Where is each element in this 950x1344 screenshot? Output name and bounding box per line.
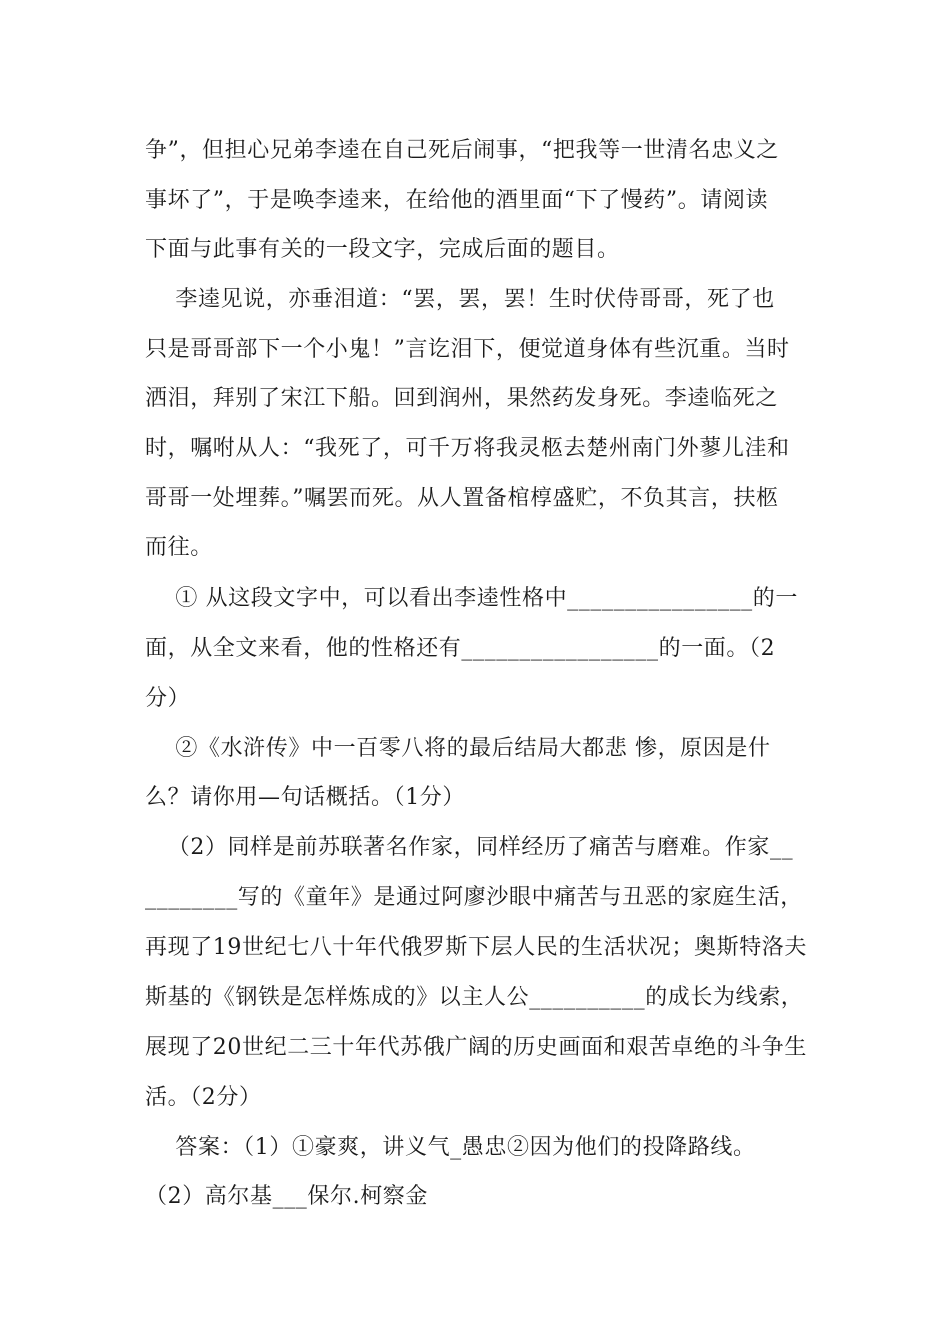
question-part-2-line: 斯基的《钢铁是怎样炼成的》以主人公__________的成长为线索， — [145, 985, 804, 1010]
text-line: 哥哥一处埋葬。”嘱罢而死。从人置备棺椁盛贮，不负其言，扶柩 — [145, 486, 779, 511]
text-line: 事坏了”，于是唤李逵来，在给他的酒里面“下了慢药”。请阅读 — [145, 188, 769, 213]
text-line: 时，嘱咐从人：“我死了，可千万将我灵柩去楚州南门外蓼儿洼和 — [145, 436, 790, 461]
question-2-line: 么？请你用—句话概括。（1分） — [145, 785, 465, 810]
answer-line: 答案：（1）①豪爽，讲义气_愚忠②因为他们的投降路线。 — [145, 1135, 756, 1160]
text-line: 而往。 — [145, 535, 213, 560]
question-part-2-line: 活。（2分） — [145, 1085, 262, 1110]
text-line: 下面与此事有关的一段文字，完成后面的题目。 — [145, 237, 620, 262]
text-line: 争”，但担心兄弟李逵在自己死后闹事，“把我等一世清名忠义之 — [145, 138, 779, 163]
question-part-2-line: ________写的《童年》是通过阿廖沙眼中痛苦与丑恶的家庭生活， — [145, 885, 803, 910]
question-1-line: 分） — [145, 686, 191, 711]
question-part-2-line: （2）同样是前苏联著名作家，同样经历了痛苦与磨难。作家__ — [145, 835, 794, 860]
question-part-2-line: 展现了20世纪二三十年代苏俄广阔的历史画面和艰苦卓绝的斗争生 — [145, 1035, 807, 1060]
text-line: 洒泪，拜别了宋江下船。回到润州，果然药发身死。李逵临死之 — [145, 386, 778, 411]
answer-line: （2）高尔基___保尔.柯察金 — [145, 1184, 428, 1209]
text-line: 李逵见说，亦垂泪道：“罢，罢，罢！生时伏侍哥哥，死了也 — [145, 287, 775, 312]
question-part-2-line: 再现了19世纪七八十年代俄罗斯下层人民的生活状况；奥斯特洛夫 — [145, 935, 807, 960]
question-1-line: 面，从全文来看，他的性格还有_________________的一面。（2 — [145, 636, 776, 661]
text-line: 只是哥哥部下一个小鬼！”言讫泪下，便觉道身体有些沉重。当时 — [145, 337, 790, 362]
question-1-line: ① 从这段文字中，可以看出李逵性格中________________的一 — [145, 586, 798, 611]
question-2-line: ②《水浒传》中一百零八将的最后结局大都悲 惨，原因是什 — [145, 736, 771, 761]
